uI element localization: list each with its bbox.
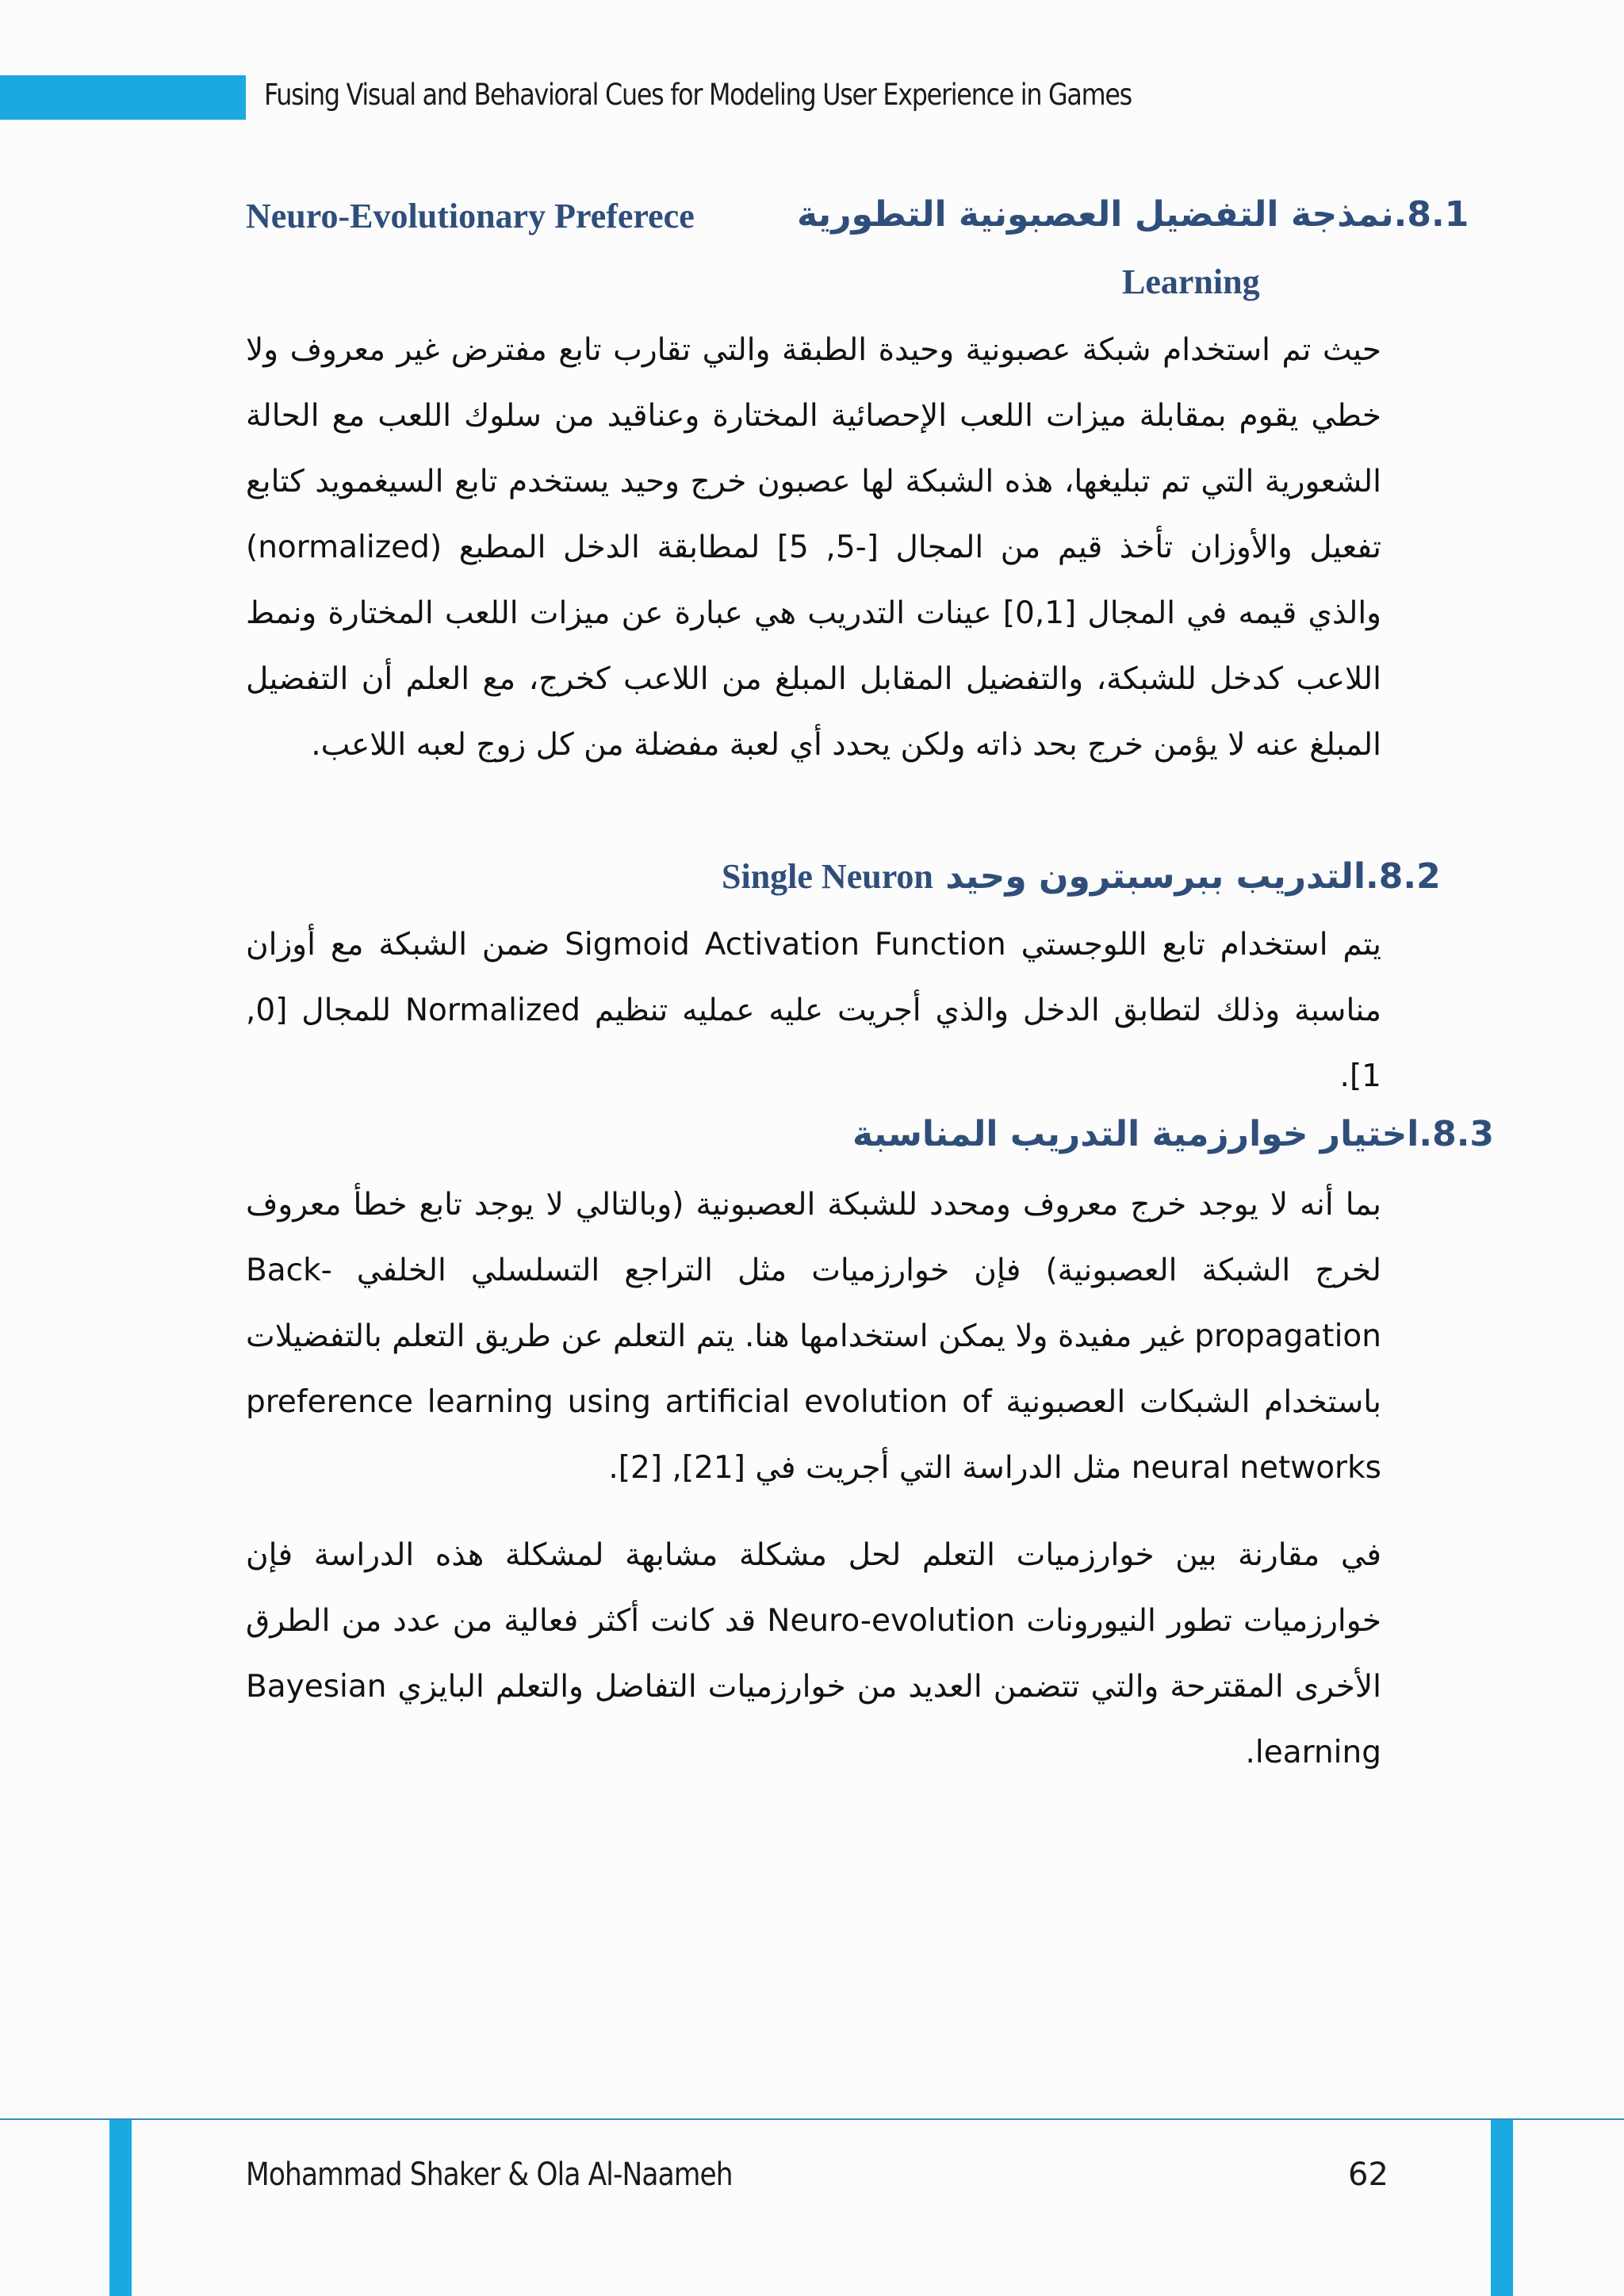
section-8-1-paragraph: حيث تم استخدام شبكة عصبونية وحيدة الطبقة والتي تقارب تابع مفترض غير معروف ولا خطي يقوم بمقابلة ميزات اللعب الإحصائية المختارة وعناقيد من سلوك اللعب مع الحالة الشعورية التي تم تبليغها، هذه الشبكة لها عصبون خرج وحيد يستخدم تابع السيغمويد كتابع تفعيل والأوزان تأخذ قيم من المجال [-5, 5] لمطابقة الدخل المطبع (normalized) والذي قيمه في المجال [0,1] عينات التدريب هي عبارة عن ميزات اللعب المختارة ونمط اللاعب كدخل للشبكة، والتفضيل المقابل المبلغ من اللاعب كخرج، مع العلم أن التفضيل المبلغ عنه لا يؤمن خرج بحد ذاته ولكن يحدد أي لعبة مفضلة من كل زوج لعبه اللاعب. (246, 332, 1381, 763)
section-8-1-heading-en-line2: Learning (1122, 262, 1260, 301)
section-8-1-heading-ar: 8.1.نمذجة التفضيل العصبونية التطورية (797, 194, 1469, 235)
section-8-1-heading-en (246, 196, 695, 236)
section-8-2-paragraph: يتم استخدام تابع اللوجستي Sigmoid Activation Function ضمن الشبكة مع أوزان مناسبة وذلك لتطابق الدخل والذي أجريت عليه عمليه تنظيم Normalized للمجال [0, 1]. (246, 927, 1381, 1094)
footer-rule (0, 2118, 1624, 2120)
section-8-3-paragraph-1: بما أنه لا يوجد خرج معروف ومحدد للشبكة العصبونية (وبالتالي لا يوجد تابع خطأ معروف لخرج الشبكة العصبونية) فإن خوارزميات مثل التراجع التسلسلي الخلفي Back-propagation غير مفيدة ولا يمكن استخدامها هنا. يتم التعلم عن طريق التعلم بالتفضيلات باستخدام الشبكات العصبونية preference learning using artificial evolution of neural networks مثل الدراسة التي أجريت في [21], [2]. (246, 1187, 1381, 1486)
footer-authors: Mohammad Shaker & Ola Al-Naameh (246, 2156, 733, 2193)
section-8-3-heading: 8.3.اختيار خوارزمية التدريب المناسبة (852, 1114, 1495, 1154)
section-8-1-heading-en-line1: Neuro-Evolutionary Preferece (246, 197, 695, 235)
footer-accent-strip-left (109, 2120, 132, 2296)
section-8-3-paragraph-2: في مقارنة بين خوارزميات التعلم لحل مشكلة مشابهة لمشكلة هذه الدراسة فإن خوارزميات تطور النيورونات Neuro-evolution قد كانت أكثر فعالية من عدد من الطرق الأخرى المقترحة والتي تتضمن العديد من خوارزميات التفاضل والتعلم البايزي Bayesian learning. (246, 1537, 1382, 1770)
footer-accent-strip-right (1491, 2120, 1513, 2296)
header-accent-bar (0, 75, 246, 120)
section-8-2-heading (722, 856, 1441, 897)
section-8-2-heading-ar: 8.2.التدريب ببرسبترون وحيد (945, 856, 1441, 897)
page-number: 62 (1348, 2156, 1388, 2193)
section-8-1-heading-en-2 (1122, 262, 1260, 302)
section-8-2-heading-en: Single Neuron (722, 857, 933, 896)
running-header-title: Fusing Visual and Behavioral Cues for Modeling User Experience in Games (264, 78, 1132, 112)
